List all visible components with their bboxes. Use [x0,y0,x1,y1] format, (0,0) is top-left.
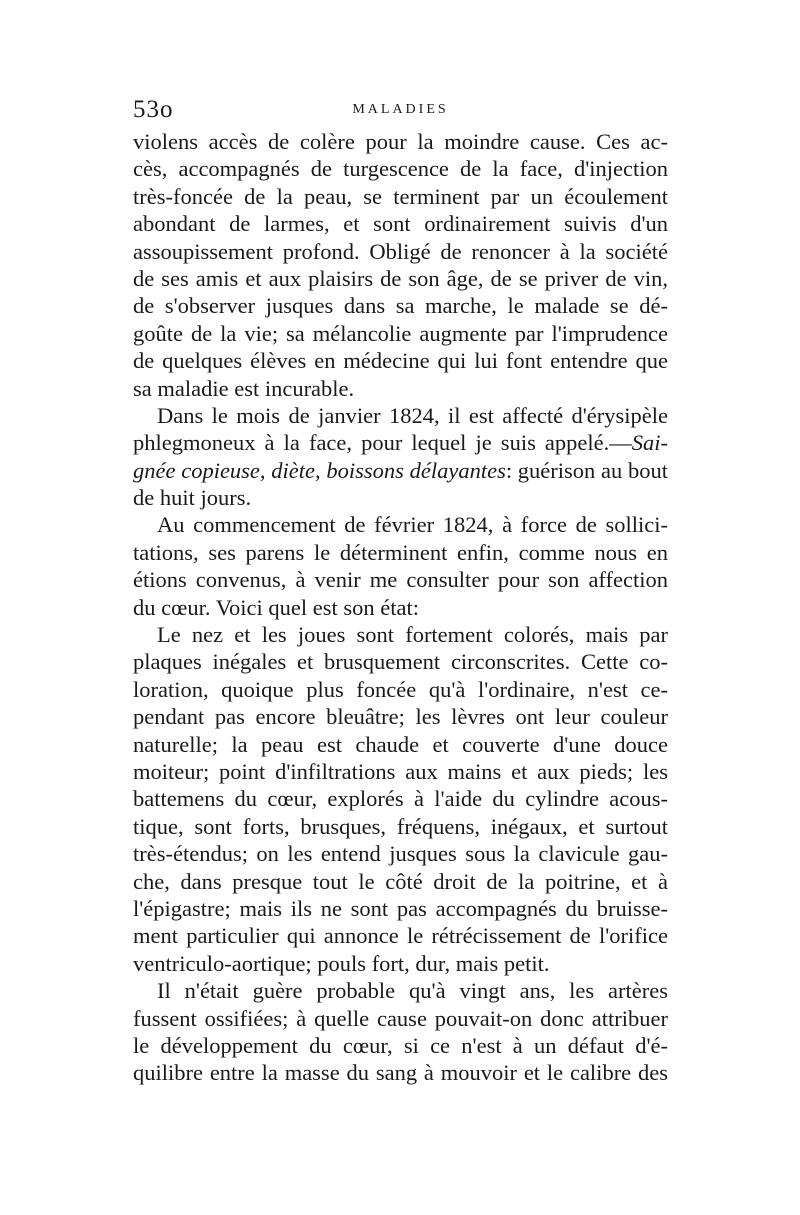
text-line: Au commencement de février 1824, à force de sollici- [157,512,668,538]
running-head: MALADIES [352,102,449,117]
text-line: de quelques élèves en médecine qui lui font entendre que [133,348,668,374]
text-line: ventriculo-aortique; pouls fort, dur, mais petit. [133,950,550,976]
text-line: pendant pas encore bleuâtre; les lèvres ont leur couleur [133,704,668,730]
text-line: abondant de larmes, et sont ordinairement suivis d'un [133,211,668,237]
text-run-italic: Sai- [631,430,668,456]
text-line-mixed [133,457,668,484]
text-line: plaques inégales et brusquement circonscrites. Cette co- [133,649,668,675]
text-line: loration, quoique plus foncée qu'à l'ordinaire, n'est ce- [133,676,668,702]
text-line: violens accès de colère pour la moindre cause. Ces ac- [133,129,668,154]
text-run: phlegmoneux à la face, pour lequel je suis appelé.— [133,430,632,456]
text-line: le développement du cœur, si ce n'est à un défaut d'é- [133,1032,668,1058]
text-line: fussent ossifiées; à quelle cause pouvait-on donc attribuer [133,1005,668,1031]
text-line: tique, sont forts, brusques, fréquens, inégaux, et surtout [133,813,668,839]
text-line: assoupissement profond. Obligé de renoncer à la société [133,238,668,264]
text-line: de huit jours. [133,485,252,511]
body-text [133,128,668,1087]
page-header [133,96,668,126]
text-line: cès, accompagnés de turgescence de la face, d'injection [133,156,668,182]
text-line: sa maladie est incurable. [133,375,355,401]
page-number: 53o [133,96,174,123]
text-line: tations, ses parens le déterminent enfin, comme nous en [133,539,668,565]
text-line: de s'observer jusques dans sa marche, le malade se dé- [133,293,668,319]
text-run: : guérison au bout [505,457,668,483]
text-line: goûte de la vie; sa mélancolie augmente par l'imprudence [133,320,668,346]
text-line: moiteur; point d'infiltrations aux mains et aux pieds; les [133,758,668,784]
text-line: du cœur. Voici quel est son état: [133,594,420,620]
text-line: quilibre entre la masse du sang à mouvoir et le calibre des [133,1060,668,1086]
text-line: naturelle; la peau est chaude et couverte d'une douce [133,731,668,757]
text-line: Dans le mois de janvier 1824, il est affecté d'érysipèle [157,402,668,428]
text-line: Il n'était guère probable qu'à vingt ans, les artères [157,978,668,1004]
text-line: très-foncée de la peau, se terminent par un écoulement [133,183,668,209]
text-line: battemens du cœur, explorés à l'aide du cylindre acous- [133,786,668,812]
text-run-italic: gnée copieuse, diète, boissons délayantes [133,457,506,483]
text-line: ment particulier qui annonce le rétrécissement de l'orifice [133,923,668,949]
text-line: l'épigastre; mais ils ne sont pas accompagnés du bruisse- [133,895,668,921]
text-line-mixed [133,429,668,456]
text-line: de ses amis et aux plaisirs de son âge, de se priver de vin, [133,265,668,291]
text-line: che, dans presque tout le côté droit de la poitrine, et à [133,868,668,894]
text-line: Le nez et les joues sont fortement colorés, mais par [157,622,668,648]
text-line: très-étendus; on les entend jusques sous la clavicule gau- [133,841,668,867]
text-line: étions convenus, à venir me consulter pour son affection [133,567,668,593]
